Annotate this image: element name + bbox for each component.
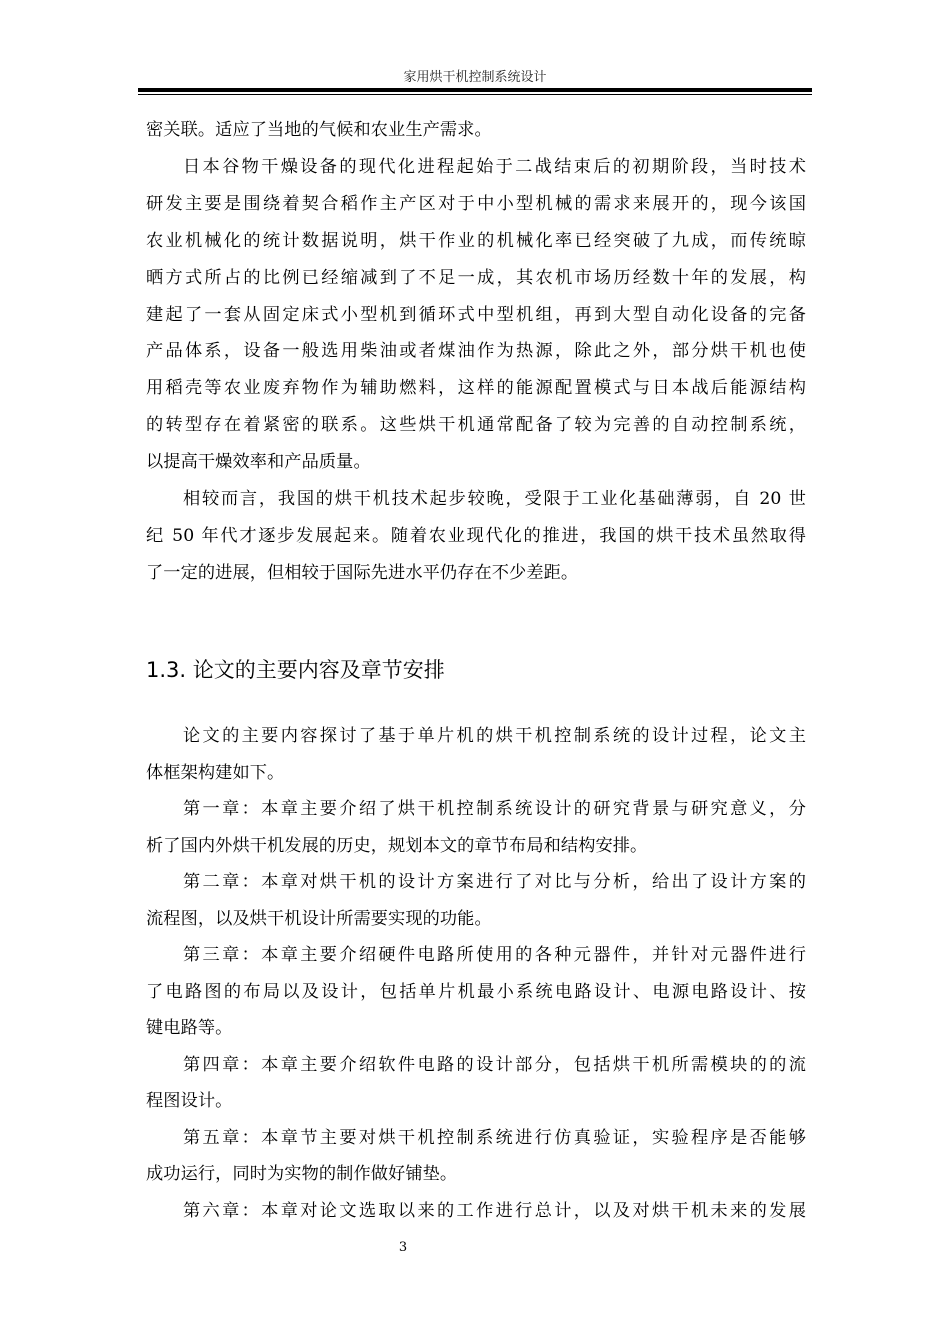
text-line: 用稻壳等农业废弃物作为辅助燃料，这样的能源配置模式与日本战后能源结构 — [146, 378, 806, 399]
text-line: 第四章：本章主要介绍软件电路的设计部分，包括烘干机所需模块的的流 — [183, 1054, 806, 1075]
header-rule-thin — [138, 94, 812, 95]
text-line: 体框架构建如下。 — [146, 762, 285, 783]
text-line: 键电路等。 — [146, 1018, 233, 1038]
text-line: 晒方式所占的比例已经缩减到了不足一成，其农机市场历经数十年的发展，构 — [146, 267, 806, 288]
text-line: 了一定的进展，但相较于国际先进水平仍存在不少差距。 — [146, 562, 579, 583]
text-line: 第五章：本章节主要对烘干机控制系统进行仿真验证，实验程序是否能够 — [183, 1127, 806, 1148]
text-line: 纪 50 年代才逐步发展起来。随着农业现代化的推进，我国的烘干技术虽然取得 — [146, 525, 806, 546]
text-line: 日本谷物干燥设备的现代化进程起始于二战结束后的初期阶段，当时技术 — [183, 156, 806, 177]
text-line: 研发主要是围绕着契合稻作主产区对于中小型机械的需求来展开的，现今该国 — [146, 193, 806, 214]
text-line: 第二章：本章对烘干机的设计方案进行了对比与分析，给出了设计方案的 — [183, 872, 806, 892]
page-number: 3 — [398, 1240, 408, 1255]
text-line: 程图设计。 — [146, 1091, 233, 1111]
text-line: 建起了一套从固定床式小型机到循环式中型机组，再到大型自动化设备的完备 — [146, 304, 806, 325]
text-line: 成功运行，同时为实物的制作做好铺垫。 — [146, 1164, 458, 1184]
header-rule — [138, 88, 812, 92]
text-line: 的转型存在着紧密的联系。这些烘干机通常配备了较为完善的自动控制系统， — [146, 415, 806, 436]
text-line: 论文的主要内容探讨了基于单片机的烘干机控制系统的设计过程，论文主 — [183, 726, 806, 746]
section-heading: 1.3. 论文的主要内容及章节安排 — [146, 658, 445, 682]
text-line: 相较而言，我国的烘干机技术起步较晚，受限于工业化基础薄弱，自 20 世 — [183, 489, 806, 509]
text-line: 析了国内外烘干机发展的历史，规划本文的章节布局和结构安排。 — [146, 835, 648, 856]
text-line: 农业机械化的统计数据说明，烘干作业的机械化率已经突破了九成，而传统晾 — [146, 230, 806, 251]
text-line: 了电路图的布局以及设计，包括单片机最小系统电路设计、电源电路设计、按 — [146, 981, 806, 1002]
text-line: 第三章：本章主要介绍硬件电路所使用的各种元器件，并针对元器件进行 — [183, 945, 806, 965]
text-line: 产品体系，设备一般选用柴油或者煤油作为热源，除此之外，部分烘干机也使 — [146, 341, 806, 362]
text-line: 流程图，以及烘干机设计所需要实现的功能。 — [146, 908, 492, 929]
text-line: 第一章：本章主要介绍了烘干机控制系统设计的研究背景与研究意义，分 — [183, 799, 806, 819]
running-header: 家用烘干机控制系统设计 — [403, 70, 547, 85]
text-line: 以提高干燥效率和产品质量。 — [146, 452, 371, 473]
text-line: 密关联。适应了当地的气候和农业生产需求。 — [146, 120, 492, 140]
text-line: 第六章：本章对论文选取以来的工作进行总计，以及对烘干机未来的发展 — [183, 1200, 806, 1221]
